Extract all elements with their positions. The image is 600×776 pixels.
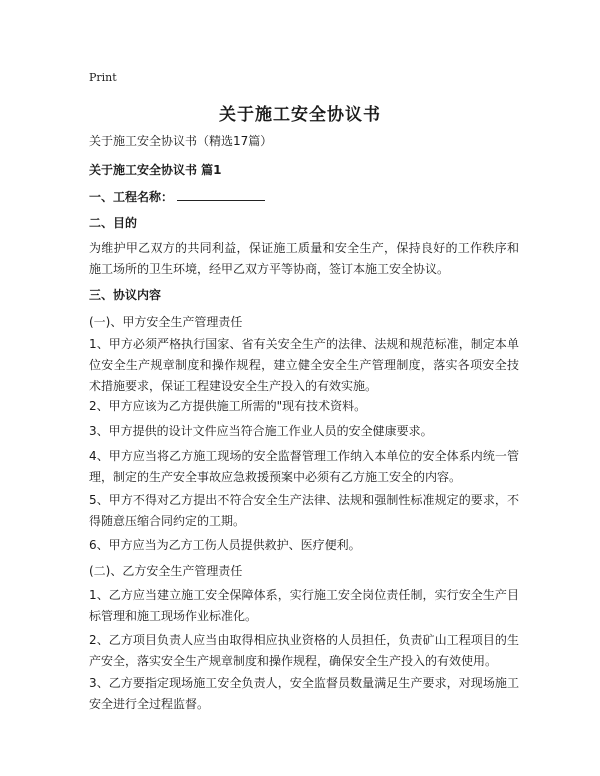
document-subtitle: 关于施工安全协议书（精选17篇）: [89, 134, 273, 148]
party-a-item-2: 2、甲方应该为乙方提供施工所需的"现有技术资料。: [89, 399, 367, 413]
purpose-heading: 二、目的: [89, 216, 138, 230]
project-name-heading: [89, 186, 529, 208]
party-b-item-2: 2、乙方项目负责人应当由取得相应执业资格的人员担任，负责矿山工程项目的生产安全，落实安全生产规章制度和操作规程，确保安全生产投入的有效使用。: [89, 633, 519, 668]
party-a-item-4: 4、甲方应当将乙方施工现场的安全监督管理工作纳入本单位的安全体系内统一管理，制定的生产安全事故应急救援预案中必须有乙方施工安全的内容。: [89, 449, 519, 484]
party-b-heading: (二)、乙方安全生产管理责任: [89, 564, 243, 578]
party-a-item-1: 1、甲方必须严格执行国家、省有关安全生产的法律、法规和规范标准，制定本单位安全生产规章制度和操作规程，建立健全安全生产管理制度，落实各项安全技术措施要求，保证工程建设安全生产投入的有效实施。: [89, 337, 519, 393]
document-title: 关于施工安全协议书: [219, 105, 381, 125]
party-b-item-3: 3、乙方要指定现场施工安全负责人，安全监督员数量满足生产要求，对现场施工安全进行全过程监督。: [89, 676, 519, 711]
print-link[interactable]: Print: [89, 71, 117, 84]
project-name-label: 一、工程名称：: [89, 190, 174, 204]
agreement-heading: 三、协议内容: [89, 288, 162, 302]
section-heading: 关于施工安全协议书 篇1: [89, 163, 222, 177]
party-a-item-3: 3、甲方提供的设计文件应当符合施工作业人员的安全健康要求。: [89, 424, 433, 438]
party-b-item-1: 1、乙方应当建立施工安全保障体系，实行施工安全岗位责任制，实行安全生产目标管理和施工现场作业标准化。: [89, 588, 519, 623]
party-a-item-6: 6、甲方应当为乙方工伤人员提供救护、医疗便利。: [89, 538, 361, 552]
party-a-item-5: 5、甲方不得对乙方提出不符合安全生产法律、法规和强制性标准规定的要求，不得随意压缩合同约定的工期。: [89, 493, 519, 528]
project-name-blank: [177, 188, 265, 201]
purpose-paragraph: 为维护甲乙双方的共同利益，保证施工质量和安全生产，保持良好的工作秩序和施工场所的卫生环境，经甲乙双方平等协商，签订本施工安全协议。: [89, 241, 519, 276]
party-a-heading: (一)、甲方安全生产管理责任: [89, 315, 243, 329]
